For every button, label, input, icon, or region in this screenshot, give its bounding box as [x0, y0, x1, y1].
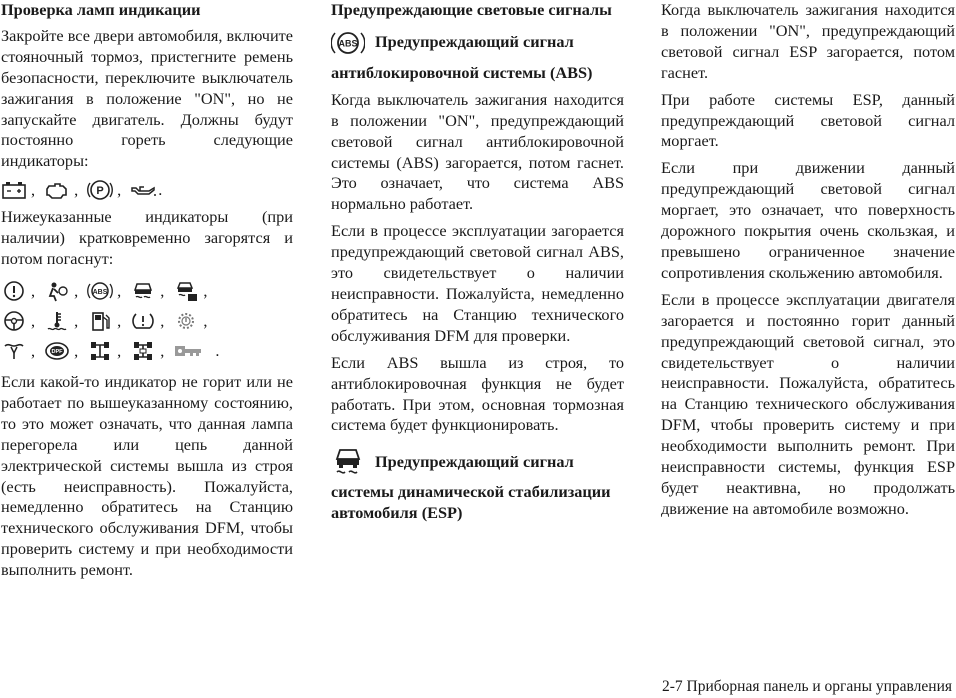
esp-section-heading	[331, 446, 624, 478]
separator: ,	[203, 280, 208, 300]
svg-text:P: P	[96, 185, 104, 198]
separator: ,	[74, 280, 79, 300]
temporary-indicators-row-3	[1, 336, 293, 366]
esp-icon	[130, 280, 156, 302]
separator: ,	[203, 310, 208, 330]
esp-paragraph-1: Когда выключатель зажигания находится в положении "ON", предупреждающий световой сигнал ESP загорается, потом гаснет.	[661, 0, 955, 82]
separator: ,	[117, 179, 122, 199]
4wd-lock-icon	[130, 340, 156, 362]
separator: ,	[31, 179, 36, 199]
column-3	[661, 0, 955, 526]
oil-pressure-icon	[130, 179, 156, 201]
separator: ,	[74, 179, 79, 199]
steering-icon	[1, 310, 27, 332]
constant-indicators-row	[1, 178, 293, 202]
separator: ,	[117, 280, 122, 300]
abs-paragraph-3: Если ABS вышла из строя, то антиблокировочная функция не будет работать. При этом, основная тормозная система будет функционировать.	[331, 352, 624, 435]
airbag-icon	[44, 280, 70, 302]
separator: ,	[117, 340, 122, 360]
abs-paragraph-2: Если в процессе эксплуатации загорается предупреждающий световой сигнал ABS, это свидетельствует о наличии неисправности. Пожалуйста, немедленно обратитесь на Станцию технического обслуживания DFM для проверки.	[331, 221, 624, 345]
gearbox-icon	[173, 310, 199, 332]
esp-paragraph-2: При работе системы ESP, данный предупреждающий световой сигнал моргает.	[661, 89, 955, 151]
temporary-indicators-row-1	[1, 276, 293, 306]
separator: ,	[31, 340, 36, 360]
engine-check-icon	[44, 179, 70, 201]
abs-section-heading	[331, 27, 624, 59]
abs-heading-text: Предупреждающий сигнал	[375, 32, 574, 52]
abs-warning-icon	[331, 27, 365, 59]
svg-text:ABS: ABS	[92, 288, 108, 296]
separator: ,	[31, 310, 36, 330]
end-period: .	[215, 340, 220, 360]
separator: ,	[160, 310, 165, 330]
fuel-icon	[87, 310, 113, 332]
esp-warning-icon	[331, 446, 365, 478]
key-icon	[173, 340, 207, 362]
page-footer: 2-7 Приборная панель и органы управления	[662, 678, 952, 695]
end-period: .	[158, 179, 163, 199]
esp-heading-text: Предупреждающий сигнал	[375, 451, 574, 471]
separator: ,	[160, 280, 165, 300]
separator: ,	[74, 310, 79, 330]
svg-text:ABS: ABS	[338, 38, 358, 49]
parking-brake-icon	[87, 179, 113, 201]
warning-circle-icon	[1, 280, 27, 302]
lamp-failure-notice: Если какой-то индикатор не горит или не работает по вышеуказанному состоянию, то это может означать, что данная лампа перегорела или цепь данной электрической системы вышла из строя (есть неисправность). Пожалуйста, немедленно обратитесь на Станцию технического обслуживания DFM, чтобы проверить систему и при необходимости выполнить ремонт.	[1, 371, 293, 580]
abs-icon	[87, 280, 113, 302]
esp-paragraph-3: Если при движении данный предупреждающий световой сигнал моргает, это означает, что поверхность дорожного покрытия очень скользкая, и превышено ограниченное значение сопротивления скольжению автомобиля.	[661, 158, 955, 282]
svg-text:DPF: DPF	[51, 348, 63, 355]
lamp-check-intro: Закройте все двери автомобиля, включите стояночный тормоз, пристегните ремень безопасности, переключите выключатель зажигания в положение "ON", но не запускайте двигатель. Должны будут постоянно гореть следующие индикаторы:	[1, 25, 293, 171]
abs-heading-continued: антиблокировочной системы (ABS)	[331, 62, 593, 82]
4wd-icon	[87, 340, 113, 362]
separator: ,	[117, 310, 122, 330]
separator: ,	[160, 340, 165, 360]
separator: ,	[31, 280, 36, 300]
column-2	[331, 0, 624, 530]
glow-plug-icon	[1, 340, 27, 362]
warning-lights-title: Предупреждающие световые сигналы	[331, 0, 612, 19]
dpf-icon	[44, 340, 70, 362]
separator: ,	[74, 340, 79, 360]
battery-icon	[1, 179, 27, 201]
lamp-check-title: Проверка ламп индикации	[1, 0, 201, 19]
esp-heading-continued: системы динамической стабилизации автомобиля (ESP)	[331, 482, 611, 523]
temporary-indicators-intro: Нижеуказанные индикаторы (при наличии) кратковременно загорятся и потом погаснут:	[1, 207, 293, 269]
esp-off-icon	[173, 280, 199, 302]
abs-paragraph-1: Когда выключатель зажигания находится в положении "ON", предупреждающий световой сигнал антиблокировочной системы (ABS) загорается, потом гаснет. Это означает, что система ABS нормально работает.	[331, 89, 624, 214]
column-1	[1, 0, 293, 587]
tire-pressure-icon	[130, 310, 156, 332]
esp-paragraph-4: Если в процессе эксплуатации двигателя загорается и постоянно горит данный предупреждающий световой сигнал, это свидетельствует о наличии неисправности. Пожалуйста, обратитесь на Станцию технического обслуживания DFM, чтобы проверить систему и при необходимости выполнить ремонт. При неисправности системы, функция ESP будет неактивна, но продолжать движение на автомобиле возможно.	[661, 289, 955, 518]
temporary-indicators-row-2	[1, 306, 293, 336]
coolant-icon	[44, 310, 70, 332]
